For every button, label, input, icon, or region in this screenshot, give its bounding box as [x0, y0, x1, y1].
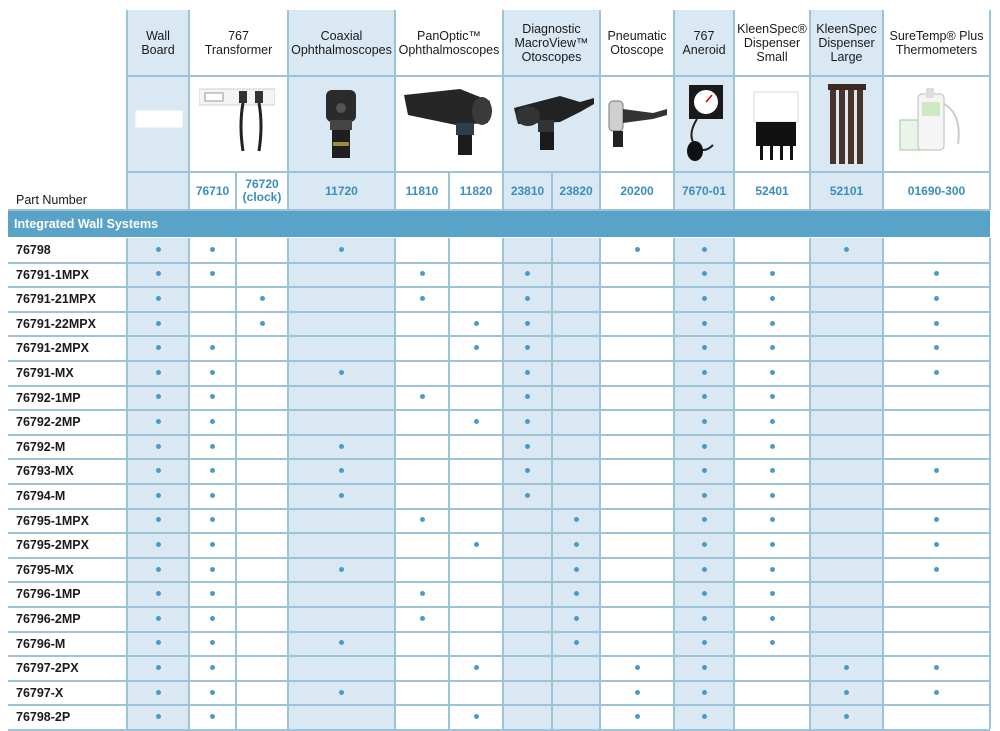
compatibility-dot: [770, 370, 775, 375]
compatibility-dot: [934, 271, 939, 276]
compatibility-dot: [260, 296, 265, 301]
compatibility-dot: [635, 247, 640, 252]
column-header-label: Diagnostic MacroView™ Otoscopes: [514, 22, 589, 64]
row-part-number: 76797-X: [16, 685, 64, 700]
compatibility-dot: [339, 444, 344, 449]
compatibility-dot: [702, 493, 707, 498]
compatibility-dot: [702, 616, 707, 621]
compatibility-dot: [156, 321, 161, 326]
column-header-label: KleenSpec Dispenser Large: [816, 22, 877, 64]
compatibility-dot: [702, 665, 707, 670]
compatibility-dot: [156, 640, 161, 645]
suretemp-thermometer-image: [898, 84, 968, 166]
compatibility-dot: [934, 468, 939, 473]
row-divider: [8, 458, 990, 460]
compatibility-dot: [156, 517, 161, 522]
row-part-number: 76792-1MP: [16, 390, 81, 405]
row-divider: [8, 680, 990, 682]
compatibility-dot: [702, 714, 707, 719]
column-part-number: 20200: [620, 183, 654, 198]
row-part-number: 76796-2MP: [16, 612, 81, 626]
column-part-number: 01690-300: [907, 183, 966, 198]
compatibility-dot: [702, 690, 707, 695]
row-part-number: 76795-2MPX: [16, 538, 89, 553]
compatibility-dot: [210, 690, 215, 695]
row-part-number: 76797-2PX: [16, 661, 79, 676]
compatibility-dot: [934, 345, 939, 350]
compatibility-dot: [210, 370, 215, 375]
compatibility-dot: [210, 640, 215, 645]
compatibility-dot: [525, 296, 530, 301]
row-divider: [8, 532, 990, 534]
compatibility-dot: [156, 714, 161, 719]
compatibility-dot: [339, 370, 344, 375]
compatibility-dot: [770, 542, 775, 547]
kleenspec-small-image: [752, 90, 800, 165]
compatibility-dot: [474, 321, 479, 326]
compatibility-dot: [574, 517, 579, 522]
compatibility-dot: [156, 345, 161, 350]
compatibility-dot: [420, 296, 425, 301]
compatibility-dot: [844, 247, 849, 252]
column-header-label: Wall Board: [141, 29, 175, 57]
compatibility-dot: [574, 616, 579, 621]
compatibility-dot: [934, 567, 939, 572]
compatibility-dot: [420, 271, 425, 276]
compatibility-dot: [525, 419, 530, 424]
compatibility-dot: [210, 271, 215, 276]
column-header-label: KleenSpec® Dispenser Small: [737, 22, 807, 64]
compatibility-dot: [156, 542, 161, 547]
compatibility-dot: [934, 542, 939, 547]
compatibility-dot: [210, 714, 215, 719]
compatibility-dot: [635, 714, 640, 719]
compatibility-dot: [702, 468, 707, 473]
compatibility-dot: [339, 493, 344, 498]
compatibility-dot: [210, 468, 215, 473]
compatibility-dot: [844, 690, 849, 695]
compatibility-dot: [156, 247, 161, 252]
row-divider: [8, 704, 990, 706]
compatibility-dot: [210, 247, 215, 252]
compatibility-dot: [210, 419, 215, 424]
compatibility-dot: [702, 271, 707, 276]
compatibility-dot: [934, 370, 939, 375]
compatibility-dot: [702, 640, 707, 645]
compatibility-dot: [156, 493, 161, 498]
row-divider: [8, 655, 990, 657]
compatibility-dot: [770, 271, 775, 276]
compatibility-dot: [420, 394, 425, 399]
row-part-number: 76794-M: [16, 489, 66, 503]
row-divider: [8, 409, 990, 411]
column-part-number: [127, 174, 189, 208]
column-part-number: 76710: [195, 183, 230, 198]
compatibility-dot: [474, 419, 479, 424]
compatibility-dot: [525, 321, 530, 326]
row-part-number: 76791-MX: [16, 366, 74, 380]
row-divider: [8, 606, 990, 608]
compatibility-dot: [844, 665, 849, 670]
compatibility-dot: [770, 517, 775, 522]
compatibility-dot: [156, 690, 161, 695]
compatibility-dot: [702, 444, 707, 449]
compatibility-dot: [156, 665, 161, 670]
column-header-label: PanOptic™ Ophthalmoscopes: [398, 29, 500, 57]
compatibility-dot: [770, 444, 775, 449]
column-part-number: 23810: [510, 183, 545, 198]
row-part-number: 76791-1MPX: [16, 267, 89, 282]
compatibility-dot: [474, 345, 479, 350]
column-header-label: SureTemp® Plus Thermometers: [889, 29, 984, 57]
compatibility-dot: [474, 665, 479, 670]
compatibility-dot: [525, 493, 530, 498]
column-header-label: 767 Aneroid: [682, 29, 726, 57]
compatibility-dot: [156, 616, 161, 621]
compatibility-dot: [156, 296, 161, 301]
header-divider: [127, 75, 990, 77]
row-divider: [8, 385, 990, 387]
row-part-number: 76792-2MP: [16, 415, 81, 430]
compatibility-dot: [339, 247, 344, 252]
row-divider: [8, 262, 990, 264]
row-divider: [8, 311, 990, 313]
compatibility-dot: [156, 370, 161, 375]
compatibility-dot: [770, 419, 775, 424]
row-divider: [8, 557, 990, 559]
macroview-otoscope-image: [510, 88, 595, 153]
row-divider: [8, 434, 990, 436]
row-divider: [8, 360, 990, 362]
compatibility-dot: [635, 690, 640, 695]
part-number-header: Part Number: [16, 193, 87, 207]
row-part-number: 76796-M: [16, 636, 66, 651]
row-part-number: 76795-1MPX: [16, 513, 89, 528]
compatibility-dot: [574, 567, 579, 572]
column-part-number: 52401: [755, 183, 789, 198]
compatibility-dot: [210, 665, 215, 670]
row-part-number: 76791-21MPX: [16, 292, 96, 307]
compatibility-dot: [420, 616, 425, 621]
compatibility-dot: [420, 591, 425, 596]
row-part-number: 76792-M: [16, 439, 66, 454]
compatibility-dot: [702, 419, 707, 424]
compatibility-dot: [210, 493, 215, 498]
compatibility-dot: [156, 271, 161, 276]
compatibility-dot: [934, 665, 939, 670]
compatibility-dot: [934, 321, 939, 326]
compatibility-dot: [210, 616, 215, 621]
compatibility-dot: [770, 296, 775, 301]
header-bottom-divider: [8, 209, 990, 211]
compatibility-dot: [770, 321, 775, 326]
compatibility-dot: [156, 591, 161, 596]
compatibility-dot: [210, 517, 215, 522]
compatibility-dot: [339, 567, 344, 572]
compatibility-dot: [474, 714, 479, 719]
section-header: [8, 211, 990, 237]
compatibility-dot: [210, 394, 215, 399]
column-part-number: 23820: [559, 183, 593, 198]
compatibility-dot: [702, 370, 707, 375]
compatibility-dot: [934, 517, 939, 522]
row-part-number: 76798: [16, 243, 51, 257]
column-header-label: Pneumatic Otoscope: [607, 29, 667, 57]
compatibility-dot: [260, 321, 265, 326]
wall-board-image: [135, 110, 183, 128]
column-header-label: Coaxial Ophthalmoscopes: [291, 29, 392, 57]
compatibility-dot: [702, 296, 707, 301]
compatibility-dot: [934, 690, 939, 695]
compatibility-dot: [156, 419, 161, 424]
compatibility-dot: [770, 468, 775, 473]
aneroid-image: [683, 85, 728, 163]
row-divider: [8, 581, 990, 583]
row-part-number: 76798-2P: [16, 710, 71, 725]
column-part-number: 11810: [405, 183, 439, 198]
compatibility-dot: [420, 517, 425, 522]
header-divider: [127, 171, 990, 173]
row-part-number: 76791-2MPX: [16, 341, 89, 356]
compatibility-dot: [770, 616, 775, 621]
compatibility-dot: [525, 444, 530, 449]
compatibility-dot: [156, 567, 161, 572]
compatibility-dot: [156, 468, 161, 473]
compatibility-dot: [702, 591, 707, 596]
compatibility-dot: [210, 567, 215, 572]
compatibility-dot: [770, 640, 775, 645]
row-divider: [8, 631, 990, 633]
compatibility-dot: [574, 640, 579, 645]
kleenspec-large-image: [826, 84, 868, 166]
compatibility-dot: [702, 517, 707, 522]
compatibility-dot: [635, 665, 640, 670]
compatibility-dot: [702, 247, 707, 252]
row-divider: [8, 483, 990, 485]
compatibility-dot: [210, 591, 215, 596]
row-divider: [8, 508, 990, 510]
compatibility-dot: [574, 542, 579, 547]
compatibility-dot: [702, 345, 707, 350]
compatibility-dot: [770, 591, 775, 596]
compatibility-dot: [210, 444, 215, 449]
compatibility-dot: [210, 345, 215, 350]
row-part-number: 76791-22MPX: [16, 316, 96, 331]
pneumatic-otoscope-image: [605, 95, 670, 150]
column-part-number: 11820: [459, 183, 493, 198]
compatibility-dot: [934, 296, 939, 301]
compatibility-dot: [156, 394, 161, 399]
transformer-image: [199, 85, 275, 153]
row-part-number: 76795-MX: [16, 562, 74, 577]
row-part-number: 76793-MX: [16, 464, 74, 479]
compatibility-dot: [770, 394, 775, 399]
column-part-number: 11720: [325, 183, 358, 198]
compatibility-dot: [339, 690, 344, 695]
compatibility-dot: [770, 493, 775, 498]
compatibility-dot: [156, 444, 161, 449]
section-title: Integrated Wall Systems: [14, 217, 159, 231]
column-part-number: 76720 (clock): [242, 177, 282, 204]
compatibility-dot: [702, 542, 707, 547]
compatibility-dot: [574, 591, 579, 596]
column-part-number: 52101: [829, 183, 864, 198]
panoptic-ophthalmoscope-image: [400, 85, 495, 157]
compatibility-dot: [702, 394, 707, 399]
compatibility-dot: [474, 542, 479, 547]
compatibility-dot: [770, 567, 775, 572]
compatibility-dot: [702, 321, 707, 326]
column-part-number: 7670-01: [681, 183, 727, 198]
compatibility-dot: [525, 370, 530, 375]
compatibility-dot: [770, 345, 775, 350]
coaxial-ophthalmoscope-image: [320, 90, 362, 160]
row-divider: [8, 335, 990, 337]
compatibility-dot: [210, 542, 215, 547]
row-divider: [8, 286, 990, 288]
row-part-number: 76796-1MP: [16, 587, 81, 602]
column-header-label: 767 Transformer: [204, 29, 273, 57]
compatibility-dot: [702, 567, 707, 572]
